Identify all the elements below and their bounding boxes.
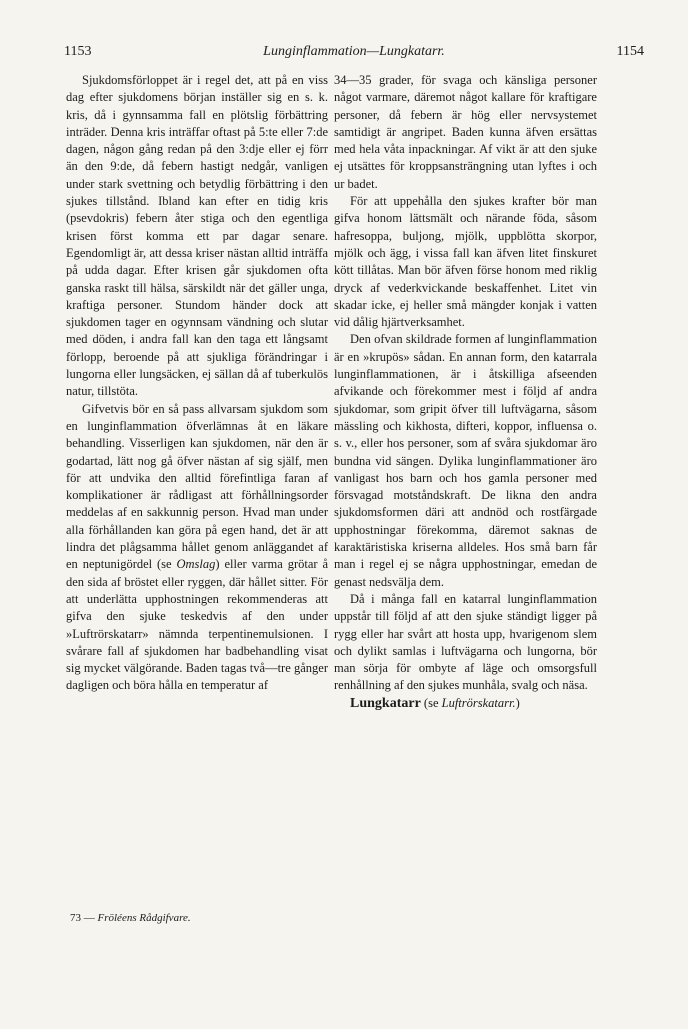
cross-reference-luftrorskatarr: Luftrörskatarr. bbox=[441, 695, 516, 710]
paragraph-bath-temperature: 34—35 grader, för svaga och känsliga personer något varmare, däremot något kallare för kraftigare personer, då febern är hög eller nervsystemet samtidigt är angripet. Baden kunna äfven ersättas med hela våta inpackningar. Af vikt är att den sjuke ej utsättes för kroppsansträngning utan lyftes i och ur badet. bbox=[334, 73, 597, 191]
paragraph-treatment bbox=[66, 401, 328, 695]
right-column bbox=[334, 72, 597, 712]
paragraph-nutrition: För att uppehålla den sjukes krafter bör man gifva honom lättsmält och närande föda, såsom hafresoppa, buljong, mjölk, uppblötta skorpor, mjölk och ägg, i vissa fall kan äfven litet finskuret kött tillåtas. Man bör äfven förse honom med riklig dryck af vederkvickande beskaffenhet. Litet vin skadar icke, ej heller små mängder konjak i vatten vid dålig hjärtverksamhet. bbox=[334, 194, 597, 330]
page-number-right: 1154 bbox=[616, 44, 644, 59]
running-header bbox=[64, 44, 644, 68]
footer-number: 73 — bbox=[70, 912, 98, 924]
cross-reference-omslag: Omslag bbox=[176, 557, 216, 572]
running-title: Lunginflammation—Lungkatarr. bbox=[263, 44, 445, 59]
entry-lungkatarr bbox=[334, 695, 597, 712]
footer-title: Fröléens Rådgifvare. bbox=[97, 912, 191, 924]
treatment-text-end: ) eller varma grötar å den sida af bröstet eller ryggen, där hållet sitter. För att underlätta upphostningen rekommenderas att gifva den sjuke teskedvis af den under »Luftrörskatarr» nämnda terpentinemulsionen. I svårare fall af sjukdomen har badbehandling visat sig mycket välgörande. Baden tagas två—tre gånger dagligen och böra hålla en temperatur af bbox=[66, 557, 328, 693]
left-column bbox=[66, 72, 328, 695]
paragraph-catarrhal-form: Den ofvan skildrade formen af lunginflammation är en »krupös» sådan. En annan form, den katarrala lunginflammationen, är i åtskilliga afseenden afvikande och förekommer mest i följd af andra sjukdomar, som gripit öfver till luftvägarna, såsom mässling och kikhosta, difteri, koppor, influensa o. s. v., eller hos personer, som af svåra sjukdomar äro bundna vid sängen. Dylika lunginflammationer äro vanligast hos barn och hos gamla personer med försvagad motståndskraft. De likna den andra sjukdomsformen däri att andnöd och rostfärgade upphostningar förekomma, däremot saknas de karaktäristiska kriserna alldeles. Hos små barn får man i regel ej se några upphostningar, emedan de genast nedsvälja dem. bbox=[334, 332, 597, 589]
page-number-left: 1153 bbox=[64, 44, 92, 59]
entry-headword: Lungkatarr bbox=[350, 695, 421, 711]
entry-ref-open: (se bbox=[423, 695, 442, 710]
footer-signature bbox=[70, 912, 191, 924]
treatment-text-start: Gifvetvis bör en så pass allvarsam sjukdom som en lunginflammation öfverlämnas åt en läkare behandling. Visserligen kan sjukdomen, när den är godartad, lätt nog gå öfver nästan af sig själf, men för att undvika den alltid förefintliga faran af komplikationer är rådligast att förhållningsorder meddelas af en sakkunnig person. Hvad man under alla förhållanden kan göra på egen hand, det är att lindra det plågsamma hållet genom anläggandet af en neptunigördel (se bbox=[66, 401, 328, 572]
paragraph-prevention: Då i många fall en katarral lunginflammation uppstår till följd af att den sjuke ständigt ligger på rygg eller har svårt att hosta upp, hvarigenom slem och dylikt samlas i luftvägarna och lungorna, bör man sörja för ombyte af läge och omsorgsfull renhållning af den sjukes munhåla, svalg och näsa. bbox=[334, 591, 597, 693]
entry-ref-close: ) bbox=[515, 695, 520, 710]
paragraph-disease-course: Sjukdomsförloppet är i regel det, att på en viss dag efter sjukdomens början inställer sig en s. k. kris, då i gynnsamma fall en plötslig förbättring inträder. Denna kris inträffar oftast på 5:te eller 7:de dagen, någon gång redan på den 3:dje eller ej förr än den 9:de, då febern hastigt nedgår, vanligen under stark svettning och betydlig förbättring i den sjukes tillstånd. Ibland kan efter en tidig kris (psevdokris) febern åter stiga och den egentliga krisen först komma ett par dagar senare. Egendomligt är, att dessa kriser nästan alltid inträffa på udda dagar. Efter krisen går sjukdomen ofta ganska raskt till hälsa, särskildt när det gäller unga, kraftiga personer. Stundom händer dock att sjukdomen tager en ogynnsam vändning och slutar med döden, i andra fall kan den taga ett långsamt förlopp, beroende på att sjukliga förändringar i lungorna eller lungsäcken, ej sällan då af tuberkulös natur, tillstöta. bbox=[66, 73, 328, 399]
